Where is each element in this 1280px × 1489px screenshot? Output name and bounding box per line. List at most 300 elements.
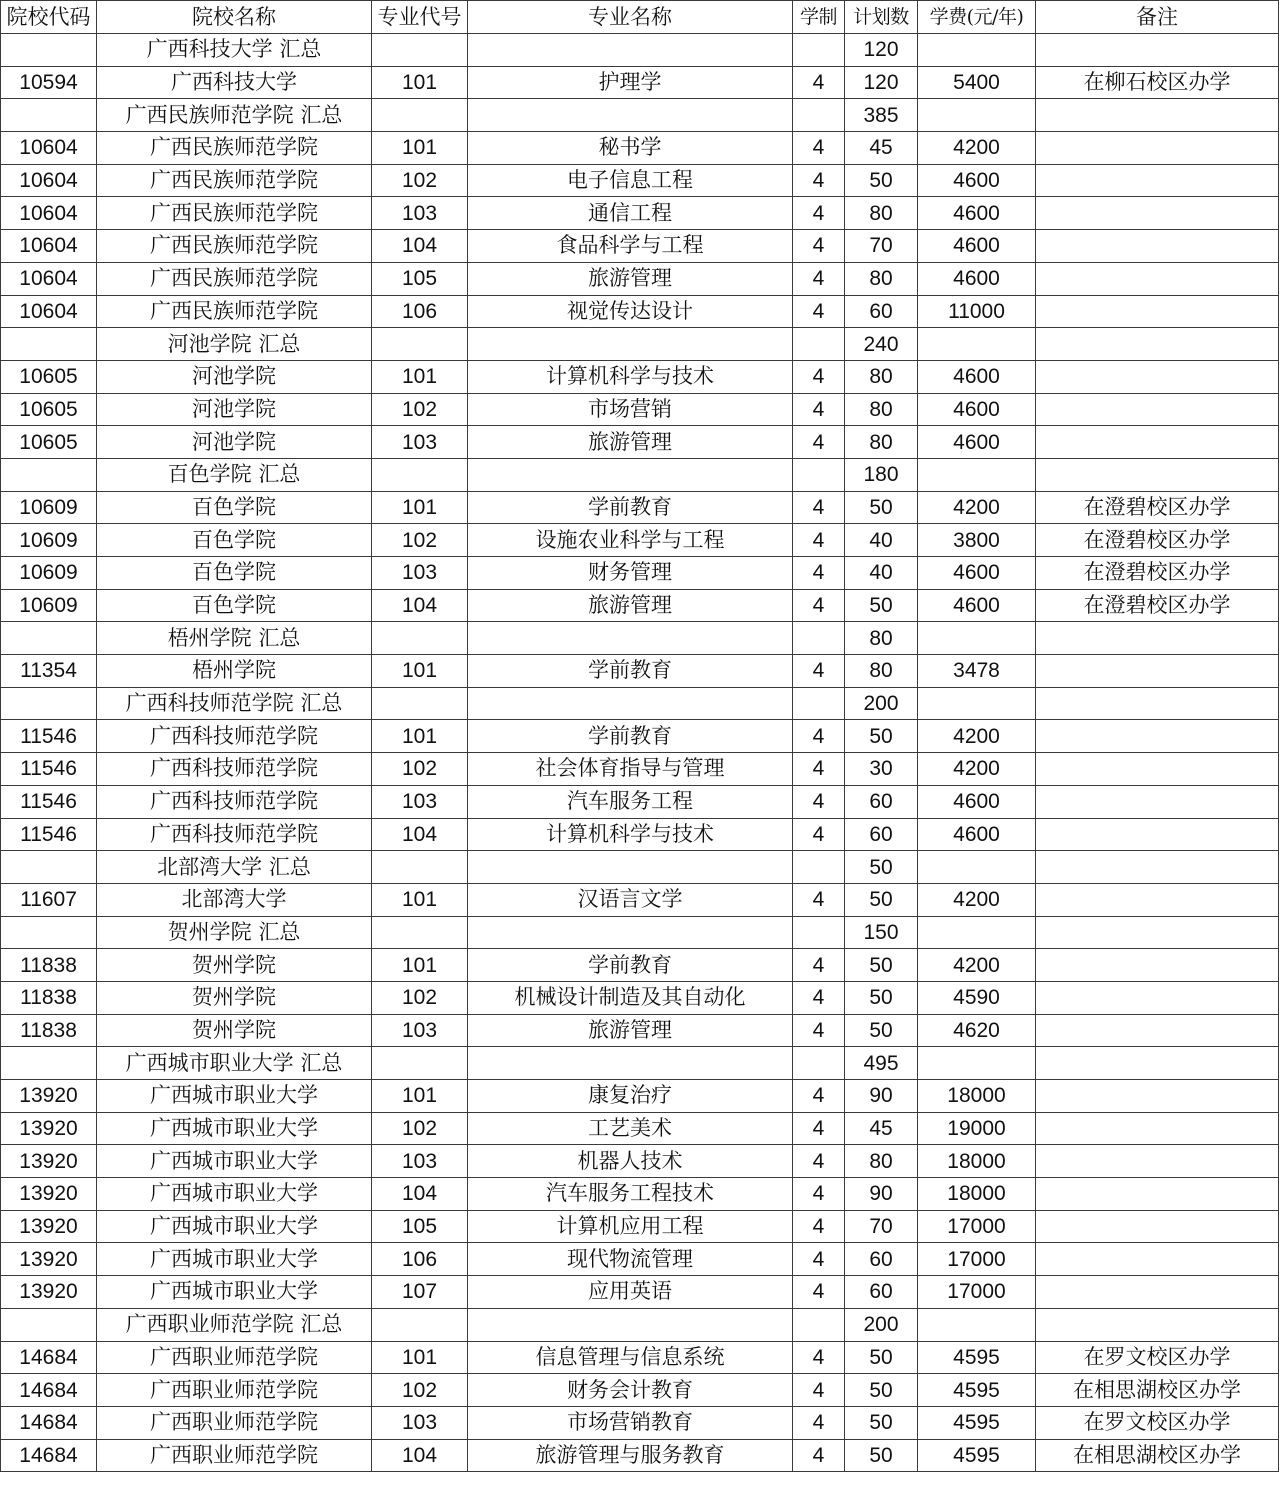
cell-major-code: 102: [372, 981, 468, 1014]
cell-school-name: 百色学院: [97, 524, 372, 557]
cell-fee: 11000: [918, 295, 1036, 328]
cell-school-name: 广西职业师范学院: [97, 1406, 372, 1439]
cell-plan-total: 240: [845, 328, 918, 361]
cell-note: [1036, 1047, 1279, 1080]
cell-plan-total: 200: [845, 1308, 918, 1341]
subtotal-row: [1, 1308, 1279, 1341]
cell-years: 4: [793, 524, 845, 557]
cell-school-name: 百色学院: [97, 491, 372, 524]
cell-school-code: 10609: [1, 491, 97, 524]
cell-major-name: 机械设计制造及其自动化: [468, 981, 793, 1014]
cell-major-code: 101: [372, 491, 468, 524]
cell-plan: 70: [845, 1210, 918, 1243]
cell-major-code: 106: [372, 1243, 468, 1276]
cell-years: 4: [793, 197, 845, 230]
table-body: [1, 34, 1279, 1472]
cell-school-name: 广西城市职业大学: [97, 1243, 372, 1276]
cell-plan: 50: [845, 1406, 918, 1439]
cell-school-code: 14684: [1, 1341, 97, 1374]
cell-fee: 4200: [918, 883, 1036, 916]
cell-fee: 4620: [918, 1014, 1036, 1047]
cell-major-code: [372, 458, 468, 491]
cell-note: [1036, 295, 1279, 328]
cell-plan-total: 180: [845, 458, 918, 491]
cell-fee: 17000: [918, 1243, 1036, 1276]
table-row: [1, 1014, 1279, 1047]
cell-school-code: [1, 328, 97, 361]
cell-major-code: [372, 1308, 468, 1341]
table-row: [1, 655, 1279, 688]
cell-plan: 80: [845, 197, 918, 230]
cell-note: [1036, 1178, 1279, 1211]
cell-note: [1036, 916, 1279, 949]
cell-fee: 17000: [918, 1210, 1036, 1243]
cell-school-code: 14684: [1, 1374, 97, 1407]
cell-years: 4: [793, 785, 845, 818]
cell-fee: 4600: [918, 197, 1036, 230]
cell-school-name: 广西民族师范学院: [97, 132, 372, 165]
table-row: [1, 1112, 1279, 1145]
cell-years: [793, 458, 845, 491]
cell-years: 4: [793, 1210, 845, 1243]
cell-years: [793, 99, 845, 132]
cell-major-code: [372, 328, 468, 361]
cell-major-name: [468, 1047, 793, 1080]
table-row: [1, 1341, 1279, 1374]
cell-school-name: 广西城市职业大学: [97, 1276, 372, 1309]
cell-note: [1036, 818, 1279, 851]
cell-years: 4: [793, 1374, 845, 1407]
cell-school-code: 11838: [1, 1014, 97, 1047]
cell-note: [1036, 132, 1279, 165]
cell-years: 4: [793, 1439, 845, 1472]
cell-school-name: 河池学院: [97, 426, 372, 459]
cell-subtotal-label: 广西科技大学 汇总: [97, 34, 372, 67]
cell-major-name: 计算机科学与技术: [468, 818, 793, 851]
cell-major-name: 电子信息工程: [468, 164, 793, 197]
cell-major-name: [468, 916, 793, 949]
cell-fee: 4595: [918, 1439, 1036, 1472]
cell-major-name: 学前教育: [468, 491, 793, 524]
cell-school-name: 广西科技师范学院: [97, 753, 372, 786]
cell-plan: 50: [845, 1374, 918, 1407]
cell-school-code: 11546: [1, 753, 97, 786]
cell-note: [1036, 1243, 1279, 1276]
cell-plan: 80: [845, 426, 918, 459]
cell-school-code: [1, 916, 97, 949]
cell-fee: 4600: [918, 393, 1036, 426]
cell-fee: 3800: [918, 524, 1036, 557]
cell-school-code: 10604: [1, 295, 97, 328]
cell-note: [1036, 262, 1279, 295]
table-row: [1, 1374, 1279, 1407]
cell-years: 4: [793, 491, 845, 524]
cell-years: [793, 687, 845, 720]
cell-fee: [918, 851, 1036, 884]
cell-note: 在澄碧校区办学: [1036, 557, 1279, 590]
cell-note: [1036, 360, 1279, 393]
cell-plan: 50: [845, 883, 918, 916]
cell-major-code: 103: [372, 1014, 468, 1047]
subtotal-row: [1, 687, 1279, 720]
cell-plan-total: 120: [845, 34, 918, 67]
cell-fee: 4590: [918, 981, 1036, 1014]
cell-major-name: 旅游管理与服务教育: [468, 1439, 793, 1472]
cell-note: [1036, 1145, 1279, 1178]
cell-fee: 18000: [918, 1145, 1036, 1178]
cell-school-code: 11838: [1, 949, 97, 982]
cell-school-name: 广西科技师范学院: [97, 818, 372, 851]
cell-plan: 80: [845, 393, 918, 426]
cell-school-name: 广西城市职业大学: [97, 1112, 372, 1145]
cell-major-name: [468, 458, 793, 491]
cell-years: 4: [793, 132, 845, 165]
table-row: [1, 230, 1279, 263]
cell-subtotal-label: 河池学院 汇总: [97, 328, 372, 361]
cell-plan: 50: [845, 1014, 918, 1047]
cell-fee: [918, 1047, 1036, 1080]
cell-years: 4: [793, 883, 845, 916]
cell-plan: 60: [845, 1276, 918, 1309]
cell-school-code: [1, 622, 97, 655]
cell-major-code: 102: [372, 753, 468, 786]
cell-fee: [918, 916, 1036, 949]
cell-note: [1036, 1308, 1279, 1341]
cell-fee: 4600: [918, 818, 1036, 851]
cell-note: [1036, 328, 1279, 361]
cell-note: [1036, 99, 1279, 132]
cell-school-name: 百色学院: [97, 557, 372, 590]
cell-plan-total: 150: [845, 916, 918, 949]
cell-school-code: 13920: [1, 1276, 97, 1309]
cell-note: 在相思湖校区办学: [1036, 1374, 1279, 1407]
cell-major-name: 旅游管理: [468, 1014, 793, 1047]
cell-years: 4: [793, 66, 845, 99]
cell-fee: 4600: [918, 262, 1036, 295]
table-row: [1, 1439, 1279, 1472]
cell-major-name: [468, 851, 793, 884]
cell-plan: 120: [845, 66, 918, 99]
cell-plan: 45: [845, 132, 918, 165]
cell-school-code: 13920: [1, 1210, 97, 1243]
cell-years: 4: [793, 655, 845, 688]
cell-major-name: 视觉传达设计: [468, 295, 793, 328]
cell-major-code: 104: [372, 1178, 468, 1211]
cell-fee: [918, 687, 1036, 720]
cell-major-name: 市场营销教育: [468, 1406, 793, 1439]
cell-subtotal-label: 广西职业师范学院 汇总: [97, 1308, 372, 1341]
cell-major-code: 103: [372, 557, 468, 590]
cell-years: [793, 916, 845, 949]
cell-fee: 4200: [918, 491, 1036, 524]
cell-school-name: 广西城市职业大学: [97, 1145, 372, 1178]
cell-note: [1036, 687, 1279, 720]
cell-school-name: 广西职业师范学院: [97, 1439, 372, 1472]
subtotal-row: [1, 99, 1279, 132]
cell-fee: 4600: [918, 785, 1036, 818]
cell-school-code: 11546: [1, 818, 97, 851]
cell-plan: 80: [845, 1145, 918, 1178]
subtotal-row: [1, 458, 1279, 491]
cell-fee: 3478: [918, 655, 1036, 688]
cell-school-name: 广西民族师范学院: [97, 295, 372, 328]
cell-school-name: 广西职业师范学院: [97, 1341, 372, 1374]
cell-years: 4: [793, 949, 845, 982]
table-row: [1, 1210, 1279, 1243]
cell-years: 4: [793, 1014, 845, 1047]
cell-school-name: 广西城市职业大学: [97, 1210, 372, 1243]
table-row: [1, 262, 1279, 295]
cell-plan: 60: [845, 818, 918, 851]
cell-major-name: 工艺美术: [468, 1112, 793, 1145]
cell-note: [1036, 393, 1279, 426]
cell-major-code: 101: [372, 132, 468, 165]
cell-major-name: 康复治疗: [468, 1080, 793, 1113]
cell-years: 4: [793, 230, 845, 263]
cell-years: [793, 328, 845, 361]
cell-school-name: 河池学院: [97, 360, 372, 393]
cell-plan: 80: [845, 262, 918, 295]
cell-note: 在澄碧校区办学: [1036, 491, 1279, 524]
table-row: [1, 426, 1279, 459]
cell-school-name: 广西科技师范学院: [97, 720, 372, 753]
cell-plan-total: 80: [845, 622, 918, 655]
cell-subtotal-label: 梧州学院 汇总: [97, 622, 372, 655]
cell-plan: 40: [845, 557, 918, 590]
cell-plan-total: 495: [845, 1047, 918, 1080]
cell-major-name: 护理学: [468, 66, 793, 99]
cell-years: 4: [793, 1406, 845, 1439]
cell-school-code: 10605: [1, 360, 97, 393]
cell-school-code: 10605: [1, 393, 97, 426]
cell-school-code: [1, 458, 97, 491]
cell-fee: 19000: [918, 1112, 1036, 1145]
cell-fee: 4200: [918, 949, 1036, 982]
table-row: [1, 720, 1279, 753]
cell-plan: 50: [845, 949, 918, 982]
cell-note: [1036, 197, 1279, 230]
cell-major-name: 社会体育指导与管理: [468, 753, 793, 786]
table-row: [1, 66, 1279, 99]
cell-school-code: 10604: [1, 262, 97, 295]
cell-major-name: [468, 34, 793, 67]
header-school-name: 院校名称: [97, 1, 372, 34]
cell-major-code: 101: [372, 360, 468, 393]
cell-years: 4: [793, 1243, 845, 1276]
subtotal-row: [1, 622, 1279, 655]
cell-plan: 90: [845, 1080, 918, 1113]
cell-years: 4: [793, 164, 845, 197]
cell-school-code: [1, 1047, 97, 1080]
cell-years: 4: [793, 1341, 845, 1374]
cell-plan: 50: [845, 164, 918, 197]
cell-school-code: 10609: [1, 524, 97, 557]
cell-school-code: 10604: [1, 132, 97, 165]
cell-fee: 17000: [918, 1276, 1036, 1309]
cell-school-code: [1, 851, 97, 884]
cell-plan: 50: [845, 1439, 918, 1472]
cell-major-code: 103: [372, 1145, 468, 1178]
cell-plan: 50: [845, 1341, 918, 1374]
cell-note: [1036, 164, 1279, 197]
cell-years: 4: [793, 360, 845, 393]
table-row: [1, 524, 1279, 557]
cell-school-code: 14684: [1, 1439, 97, 1472]
cell-school-code: 11546: [1, 720, 97, 753]
cell-major-name: 学前教育: [468, 720, 793, 753]
cell-major-code: 103: [372, 426, 468, 459]
cell-major-name: 财务管理: [468, 557, 793, 590]
cell-major-code: 102: [372, 524, 468, 557]
cell-fee: 18000: [918, 1080, 1036, 1113]
cell-major-name: 学前教育: [468, 655, 793, 688]
cell-years: 4: [793, 818, 845, 851]
cell-major-name: [468, 99, 793, 132]
cell-subtotal-label: 百色学院 汇总: [97, 458, 372, 491]
cell-major-name: 秘书学: [468, 132, 793, 165]
cell-note: [1036, 981, 1279, 1014]
cell-major-code: 104: [372, 230, 468, 263]
cell-major-name: 学前教育: [468, 949, 793, 982]
cell-major-name: 现代物流管理: [468, 1243, 793, 1276]
cell-major-code: 103: [372, 197, 468, 230]
cell-major-code: 105: [372, 262, 468, 295]
cell-fee: [918, 328, 1036, 361]
cell-fee: 5400: [918, 66, 1036, 99]
cell-major-code: [372, 622, 468, 655]
cell-years: [793, 1308, 845, 1341]
subtotal-row: [1, 851, 1279, 884]
cell-note: [1036, 949, 1279, 982]
cell-major-name: 旅游管理: [468, 426, 793, 459]
cell-school-code: 13920: [1, 1243, 97, 1276]
cell-fee: 4595: [918, 1406, 1036, 1439]
cell-major-code: [372, 34, 468, 67]
cell-major-code: 101: [372, 66, 468, 99]
table-row: [1, 949, 1279, 982]
cell-plan: 60: [845, 1243, 918, 1276]
table-row: [1, 883, 1279, 916]
cell-major-name: 旅游管理: [468, 589, 793, 622]
cell-note: 在柳石校区办学: [1036, 66, 1279, 99]
header-plan: 计划数: [845, 1, 918, 34]
cell-note: [1036, 1276, 1279, 1309]
cell-major-code: 101: [372, 883, 468, 916]
cell-plan: 40: [845, 524, 918, 557]
cell-school-name: 广西科技师范学院: [97, 785, 372, 818]
cell-note: 在相思湖校区办学: [1036, 1439, 1279, 1472]
cell-plan-total: 50: [845, 851, 918, 884]
cell-fee: 4595: [918, 1341, 1036, 1374]
cell-school-name: 梧州学院: [97, 655, 372, 688]
header-school-code: 院校代码: [1, 1, 97, 34]
cell-note: [1036, 426, 1279, 459]
cell-note: 在澄碧校区办学: [1036, 589, 1279, 622]
cell-plan-total: 200: [845, 687, 918, 720]
cell-major-code: 101: [372, 720, 468, 753]
table-row: [1, 164, 1279, 197]
cell-school-code: 13920: [1, 1145, 97, 1178]
cell-school-name: 广西民族师范学院: [97, 197, 372, 230]
cell-years: 4: [793, 262, 845, 295]
cell-school-name: 广西职业师范学院: [97, 1374, 372, 1407]
table-row: [1, 1276, 1279, 1309]
cell-plan: 50: [845, 491, 918, 524]
cell-major-code: 103: [372, 785, 468, 818]
header-major-code: 专业代号: [372, 1, 468, 34]
cell-note: [1036, 230, 1279, 263]
cell-fee: 18000: [918, 1178, 1036, 1211]
cell-school-code: 11354: [1, 655, 97, 688]
cell-major-code: 102: [372, 1374, 468, 1407]
cell-major-name: 通信工程: [468, 197, 793, 230]
cell-years: 4: [793, 1145, 845, 1178]
table-row: [1, 785, 1279, 818]
cell-school-name: 广西科技大学: [97, 66, 372, 99]
cell-school-code: 13920: [1, 1080, 97, 1113]
cell-major-name: [468, 1308, 793, 1341]
cell-years: 4: [793, 393, 845, 426]
cell-subtotal-label: 贺州学院 汇总: [97, 916, 372, 949]
cell-note: 在罗文校区办学: [1036, 1341, 1279, 1374]
cell-major-name: [468, 687, 793, 720]
cell-major-code: 101: [372, 1080, 468, 1113]
cell-school-code: 11546: [1, 785, 97, 818]
cell-school-name: 河池学院: [97, 393, 372, 426]
cell-fee: 4200: [918, 753, 1036, 786]
cell-years: 4: [793, 1112, 845, 1145]
cell-major-code: 101: [372, 1341, 468, 1374]
cell-plan: 45: [845, 1112, 918, 1145]
cell-fee: [918, 458, 1036, 491]
table-row: [1, 557, 1279, 590]
cell-major-name: 计算机科学与技术: [468, 360, 793, 393]
cell-major-name: 计算机应用工程: [468, 1210, 793, 1243]
cell-school-code: 13920: [1, 1178, 97, 1211]
cell-major-name: 信息管理与信息系统: [468, 1341, 793, 1374]
cell-years: 4: [793, 589, 845, 622]
cell-major-code: 101: [372, 949, 468, 982]
header-note: 备注: [1036, 1, 1279, 34]
cell-major-name: 市场营销: [468, 393, 793, 426]
cell-years: [793, 34, 845, 67]
table-row: [1, 295, 1279, 328]
cell-school-code: [1, 99, 97, 132]
table-row: [1, 589, 1279, 622]
table-row: [1, 1243, 1279, 1276]
cell-plan: 50: [845, 981, 918, 1014]
header-fee: 学费(元/年): [918, 1, 1036, 34]
cell-major-code: 104: [372, 818, 468, 851]
cell-major-name: 汉语言文学: [468, 883, 793, 916]
cell-major-name: 机器人技术: [468, 1145, 793, 1178]
cell-years: 4: [793, 1276, 845, 1309]
cell-plan: 80: [845, 360, 918, 393]
cell-major-code: 102: [372, 393, 468, 426]
cell-school-name: 贺州学院: [97, 981, 372, 1014]
cell-school-code: 10604: [1, 230, 97, 263]
cell-major-code: 102: [372, 164, 468, 197]
cell-major-code: 104: [372, 1439, 468, 1472]
cell-fee: [918, 99, 1036, 132]
cell-major-name: 旅游管理: [468, 262, 793, 295]
subtotal-row: [1, 328, 1279, 361]
cell-subtotal-label: 北部湾大学 汇总: [97, 851, 372, 884]
table-row: [1, 197, 1279, 230]
cell-note: [1036, 655, 1279, 688]
cell-major-name: 财务会计教育: [468, 1374, 793, 1407]
cell-note: [1036, 1014, 1279, 1047]
